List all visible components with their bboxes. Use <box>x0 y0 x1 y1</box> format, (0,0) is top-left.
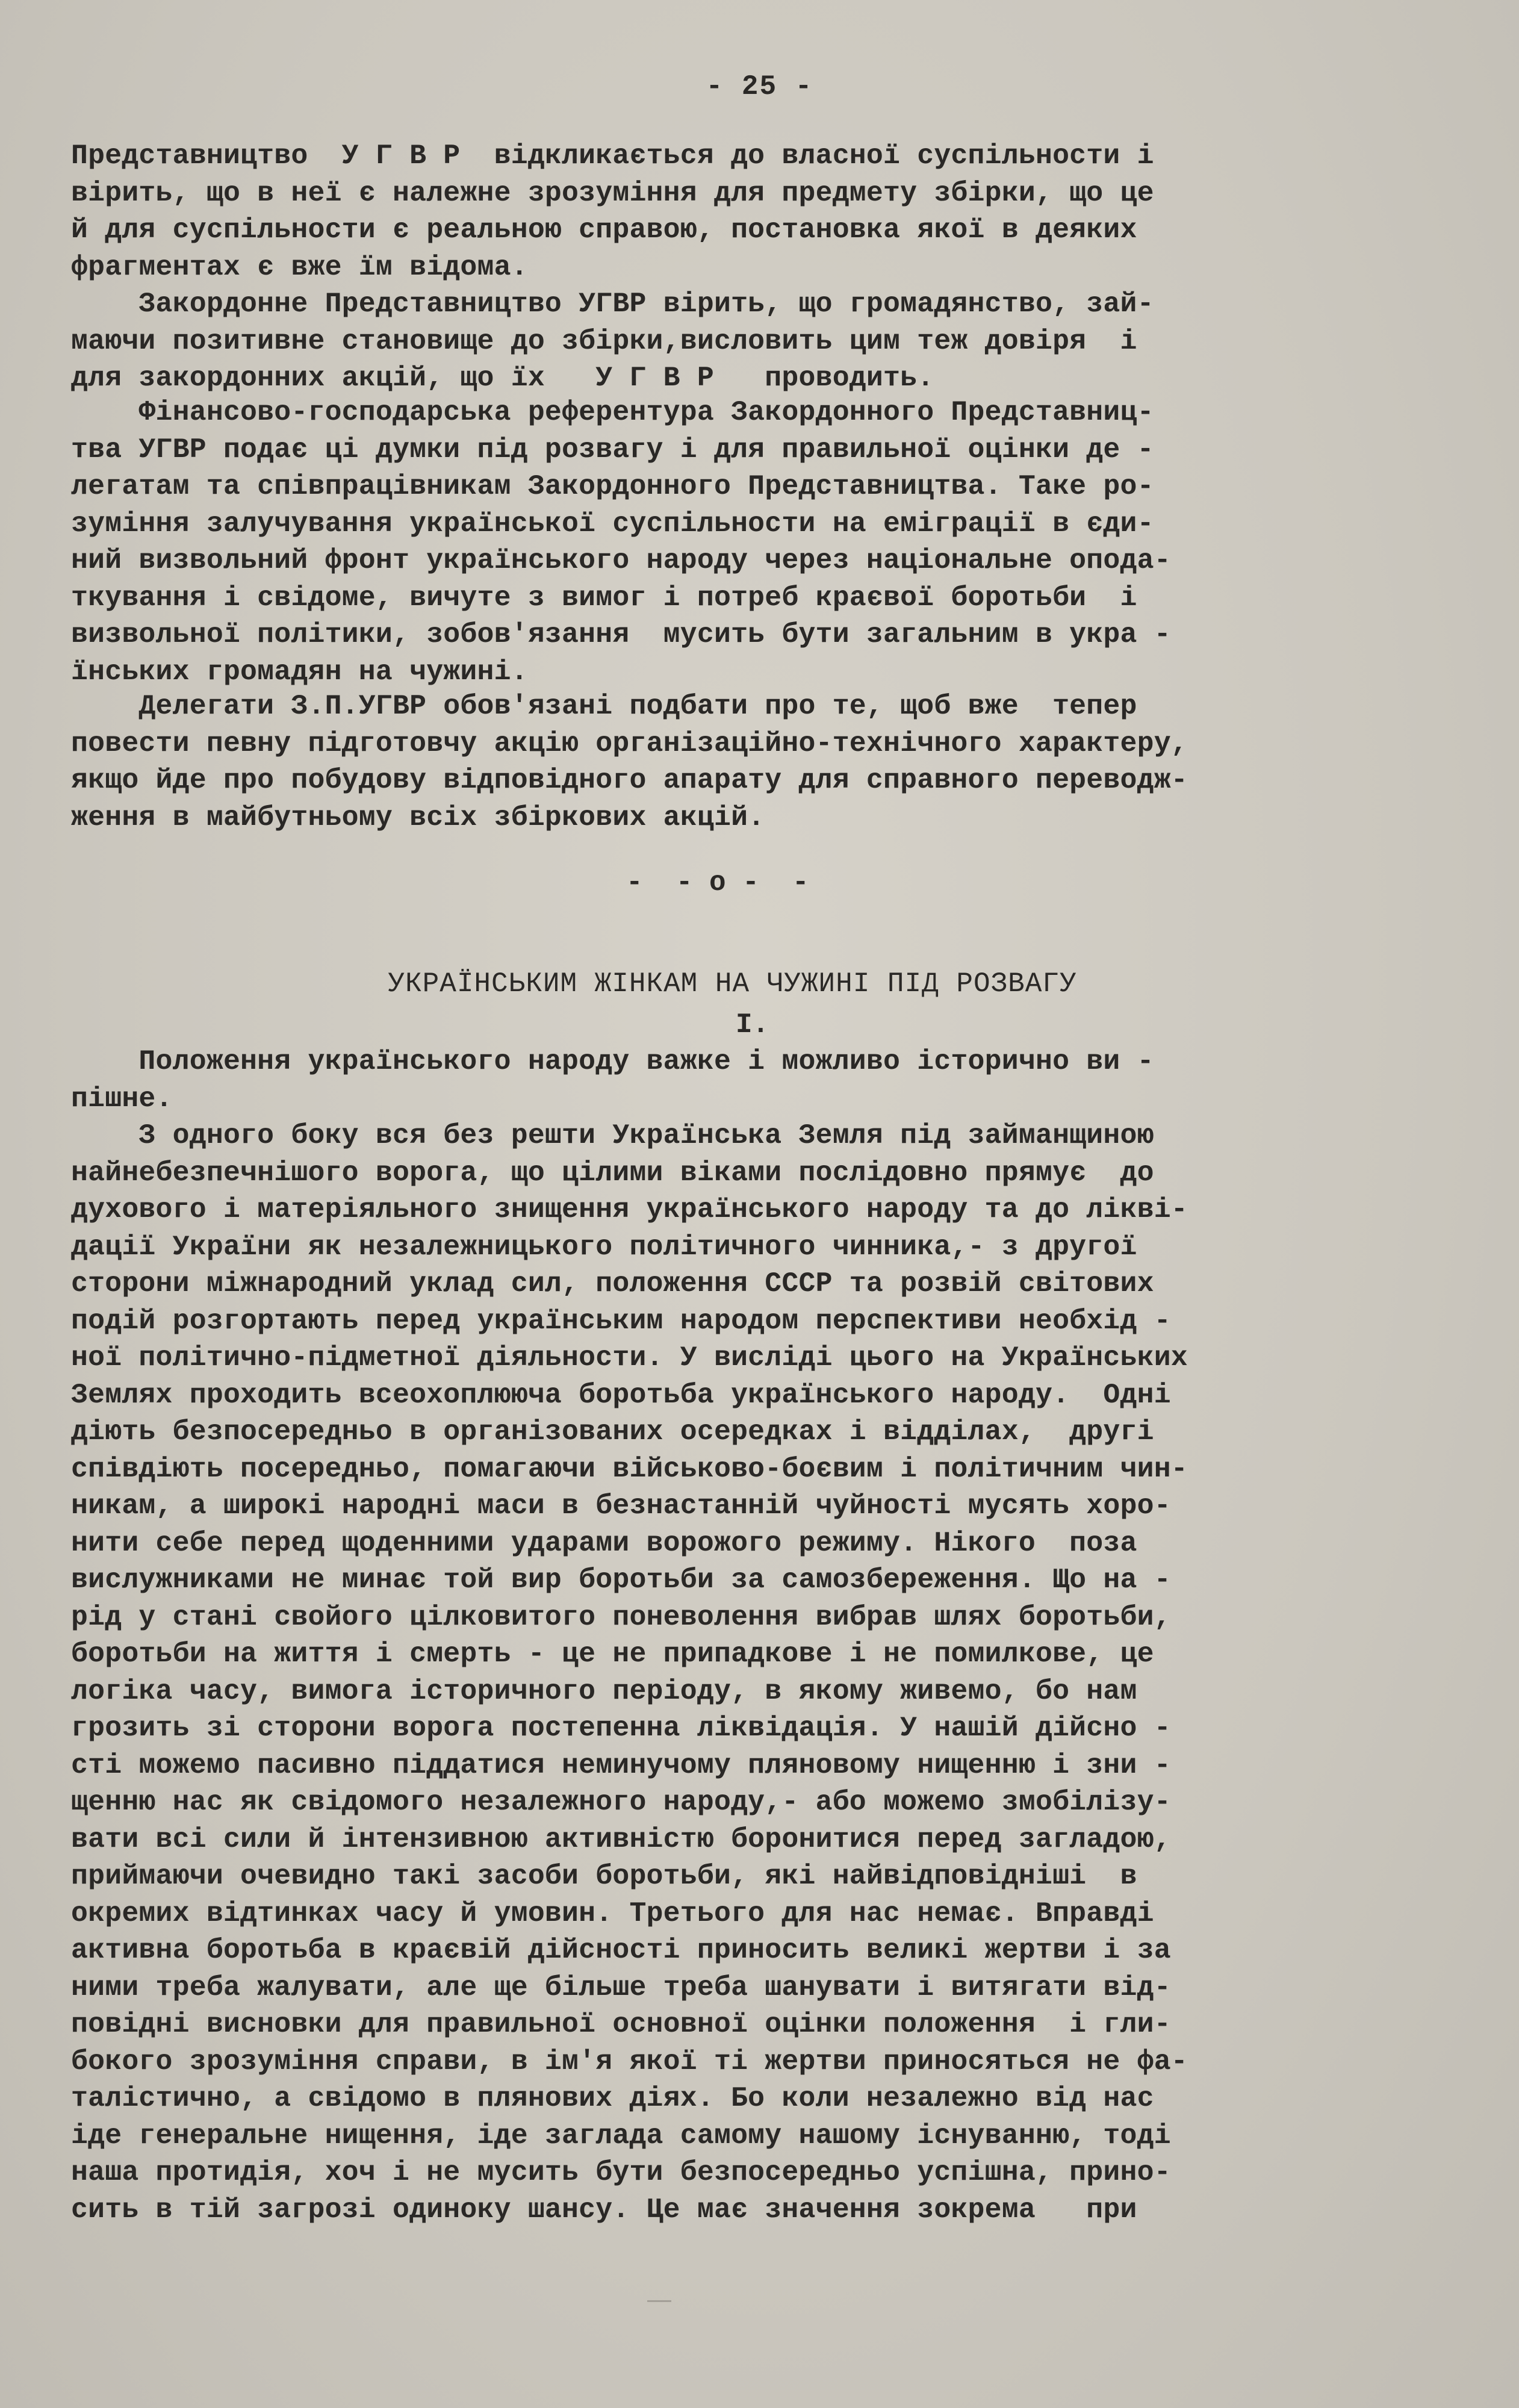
text-line: наша протидія, хоч і не мусить бути безпосередньо успішна, прино- <box>71 2156 1171 2188</box>
text-line: й для суспільности є реальною справою, постановка якої в деяких <box>71 214 1137 246</box>
text-line: ткування і свідоме, вичуте з вимог і потреб краєвої боротьби і <box>71 581 1137 614</box>
text-line: ними треба жалувати, але ще більше треба шанувати і витягати від- <box>71 1971 1171 2003</box>
text-line: Фінансово-господарська реферeнтура Закордонного Представниц- <box>71 396 1154 428</box>
article-heading: УКРАЇНСЬКИМ ЖІНКАМ НА ЧУЖИНІ ПІД РОЗВАГУ <box>388 968 1077 1000</box>
text-line: талістично, а свідомо в плянових діях. Бо коли незалежно від нас <box>71 2082 1154 2114</box>
text-line: для закордонних акцій, що їх У Г В Р проводить. <box>71 362 934 394</box>
paragraph-block-delegates <box>71 688 1450 836</box>
page-number: - 25 - <box>706 71 813 102</box>
text-line: якщо йде про побудову відповідного апарату для справного переводж- <box>71 764 1188 796</box>
text-line: Землях проходить всеохоплююча боротьба українського народу. Одні <box>71 1378 1171 1411</box>
text-line: Закордонне Представництво УГВР вірить, що громадянство, зай- <box>71 288 1154 320</box>
text-line: ний визвольний фронт українського народу через національне опода- <box>71 544 1171 576</box>
text-line: маючи позитивне становище до збірки,висловить цим теж довіря і <box>71 325 1137 357</box>
text-line: рід у стані свойого цілковитого поневолення вибрав шлях боротьби, <box>71 1601 1171 1633</box>
text-line: никам, а широкі народні маси в безнастанній чуйності мусять хоро- <box>71 1490 1171 1522</box>
text-line: легатам та співпрацівникам Закордонного Представництва. Таке ро- <box>71 470 1154 502</box>
text-line: окремих відтинках часу й умовин. Третього для нас немає. Вправді <box>71 1897 1154 1929</box>
text-line: вати всі сили й інтензивною активністю боронитися перед загладою, <box>71 1823 1171 1855</box>
section-separator: - - о - - <box>626 867 809 898</box>
text-line: нити себе перед щоденними ударами ворожого режиму. Нікого поза <box>71 1526 1137 1559</box>
text-line: фрагментах є вже їм відома. <box>71 250 528 283</box>
text-line: сті можемо пасивно піддатися неминучому пляновому нищенню і зни - <box>71 1749 1171 1781</box>
text-line: повести певну підготовчу акцію організаційно-технічного характеру, <box>71 727 1188 759</box>
text-line: їнських громадян на чужині. <box>71 655 528 688</box>
text-line: повідні висновки для правильної основної оцінки положення і гли- <box>71 2008 1171 2040</box>
paragraph-block-article-body <box>71 1043 1450 2228</box>
text-line: Положення українського народу важке і можливо історично ви - <box>71 1045 1154 1077</box>
text-line: сить в тій загрозі одиноку шансу. Це має значення зокрема при <box>71 2193 1137 2226</box>
text-line: бокого зрозуміння справи, в ім'я якої ті жертви приносяться не фа- <box>71 2045 1188 2077</box>
text-line: тва УГВР подає ці думки під розвагу і для правильної оцінки де - <box>71 433 1154 465</box>
text-line: щенню нас як свідомого незалежного народу,- або можемо змобілізу- <box>71 1786 1171 1818</box>
text-line: духового і матеріяльного знищення українського народу та до ліквi- <box>71 1193 1188 1225</box>
text-line: пішне. <box>71 1082 173 1115</box>
text-line: найнебезпечнішого ворога, що цілими віками послідовно прямує до <box>71 1156 1154 1189</box>
text-line: діють безпосередньо в організованих осередках і відділах, другі <box>71 1416 1154 1448</box>
text-line: вислужниками не минає той вир боротьби за самозбереження. Що на - <box>71 1564 1171 1596</box>
text-line: зуміння залучування української суспільности на еміграції в єди- <box>71 507 1154 540</box>
section-number: I. <box>736 1009 769 1041</box>
text-line: іде генеральне нищення, іде заглада самому нашому існуванню, тоді <box>71 2119 1171 2151</box>
text-line: визвольної політики, зобов'язання мусить бути загальним в укра - <box>71 618 1171 650</box>
text-line: приймаючи очевидно такі засоби боротьби, які найвідповідніші в <box>71 1860 1137 1892</box>
text-line: сторони міжнародний уклад сил, положення СССР та розвій світових <box>71 1268 1154 1299</box>
paragraph-block-financial-referentura <box>71 394 1450 690</box>
text-line: Представництво У Г В Р відкликається до власної суспільности і <box>71 140 1154 172</box>
text-line: Делегати З.П.УГВР обов'язані подбати про те, щоб вже тепер <box>71 690 1137 722</box>
text-line: З одного боку вся без решти Українська Земля під займанщиною <box>71 1119 1154 1151</box>
text-line: ження в майбутньому всіх збіркових акцій. <box>71 801 765 833</box>
text-line: боротьби на життя і смерть - це не припадкове і не помилкове, це <box>71 1638 1154 1670</box>
text-line: логіка часу, вимога історичного періоду, в якому живемо, бо нам <box>71 1675 1137 1707</box>
paper-fold-mark <box>647 2300 671 2302</box>
text-line: дації України як незалежницького політичного чинника,- з другої <box>71 1230 1137 1263</box>
text-line: активна боротьба в краєвій дійсності приносить великі жертви і за <box>71 1934 1171 1966</box>
text-line: вірить, що в неї є належне зрозуміння для предмету збірки, що це <box>71 176 1154 209</box>
text-line: ної політично-підметної діяльности. У висліді цього на Українських <box>71 1342 1188 1374</box>
paragraph-block-intro <box>71 137 1450 397</box>
text-line: співдіють посередньо, помагаючи військово-боєвим і політичним чин- <box>71 1452 1188 1485</box>
text-line: подій розгортають перед українським народом перспективи необхід - <box>71 1304 1171 1337</box>
text-line: грозить зі сторони ворога постепенна ліквідація. У нашій дійсно - <box>71 1712 1171 1744</box>
